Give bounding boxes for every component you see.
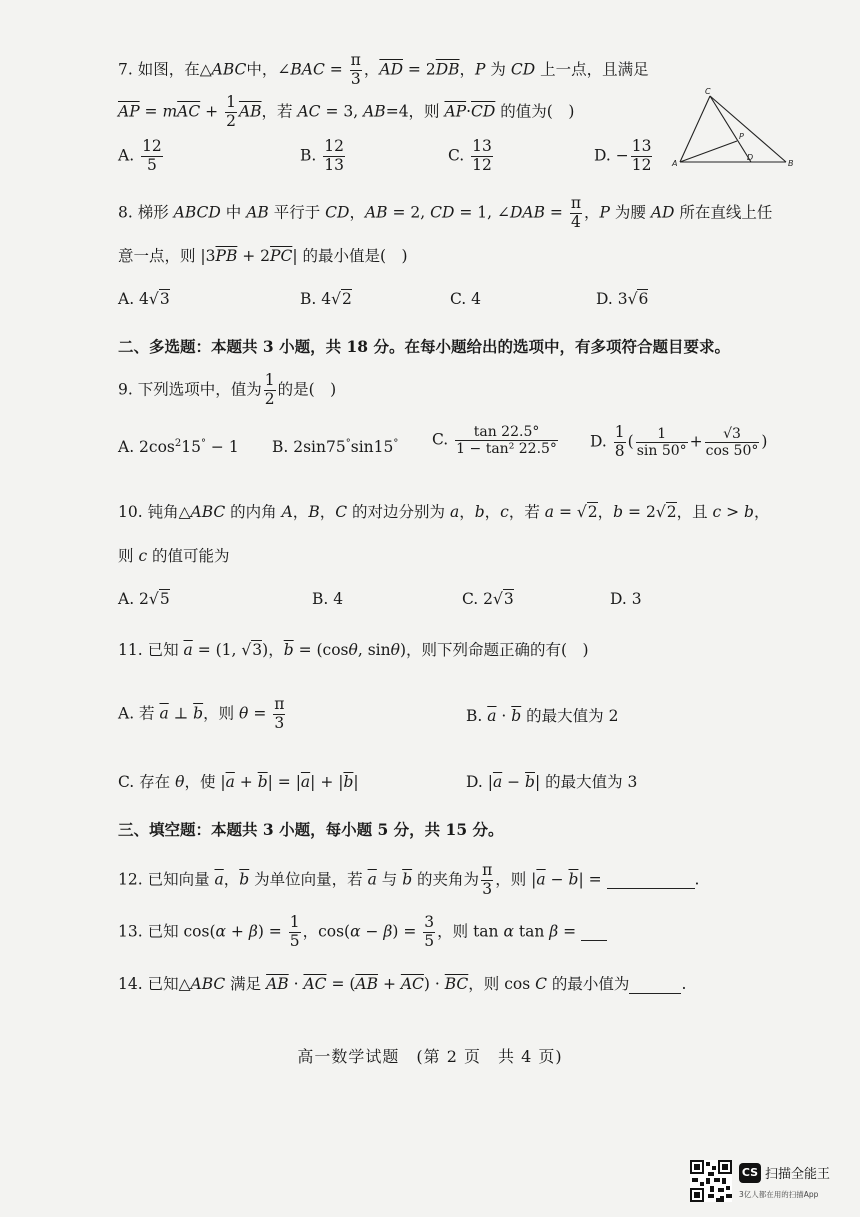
- q10-line-1: 10. 钝角△ABC 的内角 A，B，C 的对边分别为 a，b，c，若 a = √2，b = 2√2，且 c > b，: [118, 503, 770, 521]
- q7-fig-segment-cd: [710, 96, 754, 162]
- q11-option-b: B. $\overline{a} \cdot \overline{b}$ 的最大值为 2: [466, 707, 619, 725]
- q7-fig-label-p: P: [739, 132, 744, 141]
- q7-option-a: A. $\frac{12}{5}$: [118, 137, 162, 174]
- q10-option-d: D. 3: [610, 590, 642, 608]
- q7-line-1: 7. 如图，在△ABC中，∠BAC = $\frac{\pi}{3}$ ，$\overline{AD} = 2\overline{DB}$，P 为 CD 上一点，且满足: [118, 51, 649, 88]
- q11-line-1: 11. 已知 $\overline{a} = (1$, √3)，$\overline{b} = (\cos\theta$, sinθ)，则下列命题正确的有( ): [118, 641, 589, 659]
- page-footer: 高一数学试题 (第 2 页 共 4 页): [297, 1047, 563, 1066]
- q7-fig-label-c: C: [705, 88, 711, 96]
- q11-option-a: A. 若 $\overline{a}$ ⊥ $\overline{b}$，则 θ = $\frac{\pi}{3}$: [118, 695, 285, 732]
- q8-option-d: D. 3√6: [596, 290, 649, 308]
- q7-fig-label-b: B: [788, 159, 794, 168]
- camscanner-logo-icon: CS: [739, 1163, 761, 1183]
- q8-line-1: 8. 梯形 ABCD 中 AB 平行于 CD，AB = 2, CD = 1, ∠DAB = $\frac{\pi}{4}$ ，P 为腰 AD 所在直线上任: [118, 194, 773, 231]
- q9-option-b: B. 2sin75°sin15°: [272, 438, 399, 457]
- q11-option-c: C. 存在 θ，使 $|\overline{a} + \overline{b}| = |\overline{a}| + |\overline{b}|$: [118, 773, 359, 791]
- q8-line-2: 意一点，则 $|3\overline{PB} + 2\overline{PC}|$ 的最小值是( ): [118, 247, 408, 265]
- q7-option-b: B. $\frac{12}{13}$: [300, 137, 344, 174]
- q8-option-b: B. 4√2: [300, 290, 352, 308]
- q7-angle-fraction: $\frac{\pi}{3}$: [350, 51, 361, 88]
- q8-angle-fraction: $\frac{\pi}{4}$: [570, 194, 581, 231]
- q14-line: 14. 已知△ABC 满足 $\overline{AB} \cdot \overline{AC} = (\overline{AB} + \overline{AC}) \cdot \overline{BC}$，则 cos C 的最小值为 .: [118, 975, 687, 993]
- q10-option-a: A. 2√5: [118, 590, 170, 608]
- q8-option-c: C. 4: [450, 290, 482, 308]
- q10-option-b: B. 4: [312, 590, 344, 608]
- q12-answer-blank[interactable]: [607, 870, 695, 889]
- q8-option-a: A. 4√3: [118, 290, 170, 308]
- q7-fig-label-d: D: [747, 153, 754, 162]
- q10-option-c: C. 2√3: [462, 590, 514, 608]
- q12-line: 12. 已知向量 $\overline{a}$，$\overline{b}$ 为单位向量，若 $\overline{a}$ 与 $\overline{b}$ 的夹角为 $\frac{\pi}{3}$ ，则 $|\overline{a} - \overline{b}|$ = .: [118, 861, 700, 898]
- q13-line: 13. 已知 cos(α + β) = $\frac{1}{5}$ ，cos(α − β) = $\frac{3}{5}$ ，则 tan α tan β =: [118, 914, 607, 951]
- q7-triangle-figure: [668, 88, 798, 170]
- section-3-header: 三、填空题：本题共 3 小题，每小题 5 分，共 15 分。: [118, 820, 504, 839]
- q13-answer-blank[interactable]: [581, 922, 607, 941]
- qr-code-icon: [690, 1160, 732, 1202]
- q9-line-1: 9. 下列选项中，值为 $\frac{1}{2}$ 的是( ): [118, 371, 337, 408]
- scanner-tagline: 3亿人都在用的扫描App: [739, 1190, 819, 1199]
- q7-half-fraction: $\frac{1}{2}$: [226, 93, 236, 130]
- section-2-header: 二、多选题：本题共 3 小题，共 18 分。在每小题给出的选项中，有多项符合题目要求。: [118, 337, 730, 356]
- q7-option-c: C. $\frac{13}{12}$: [448, 137, 492, 174]
- q9-option-a: A. $2\cos^215^\circ - 1$: [118, 438, 239, 457]
- q11-option-d: D. $|\overline{a} - \overline{b}|$ 的最大值为 3: [466, 773, 638, 791]
- q14-answer-blank[interactable]: [629, 975, 681, 994]
- q7-fig-label-a: A: [672, 159, 678, 168]
- q7-line-2: $\overline{AP} = m\overline{AC}$ + $\frac{1}{2}$ $\overline{AB}$，若 AC = 3, AB=4，则 $\overline{AP}\cdot\overline{CD}$ 的值为( ): [118, 93, 575, 130]
- q10-line-2: 则 c 的值可能为: [118, 547, 230, 565]
- q7-option-d: D. − $\frac{13}{12}$: [594, 137, 652, 174]
- scanner-app-name: 扫描全能王: [765, 1167, 831, 1182]
- q9-option-d: D. $\frac{1}{8}$ ( $\frac{1}{\sin 50^\circ}$ + $\frac{√3}{\cos 50^\circ}$ ): [590, 423, 768, 460]
- q9-option-c: C. $\frac{\tan 22.5^\circ}{\text{1 − tan² 22.5°}}$: [432, 424, 557, 458]
